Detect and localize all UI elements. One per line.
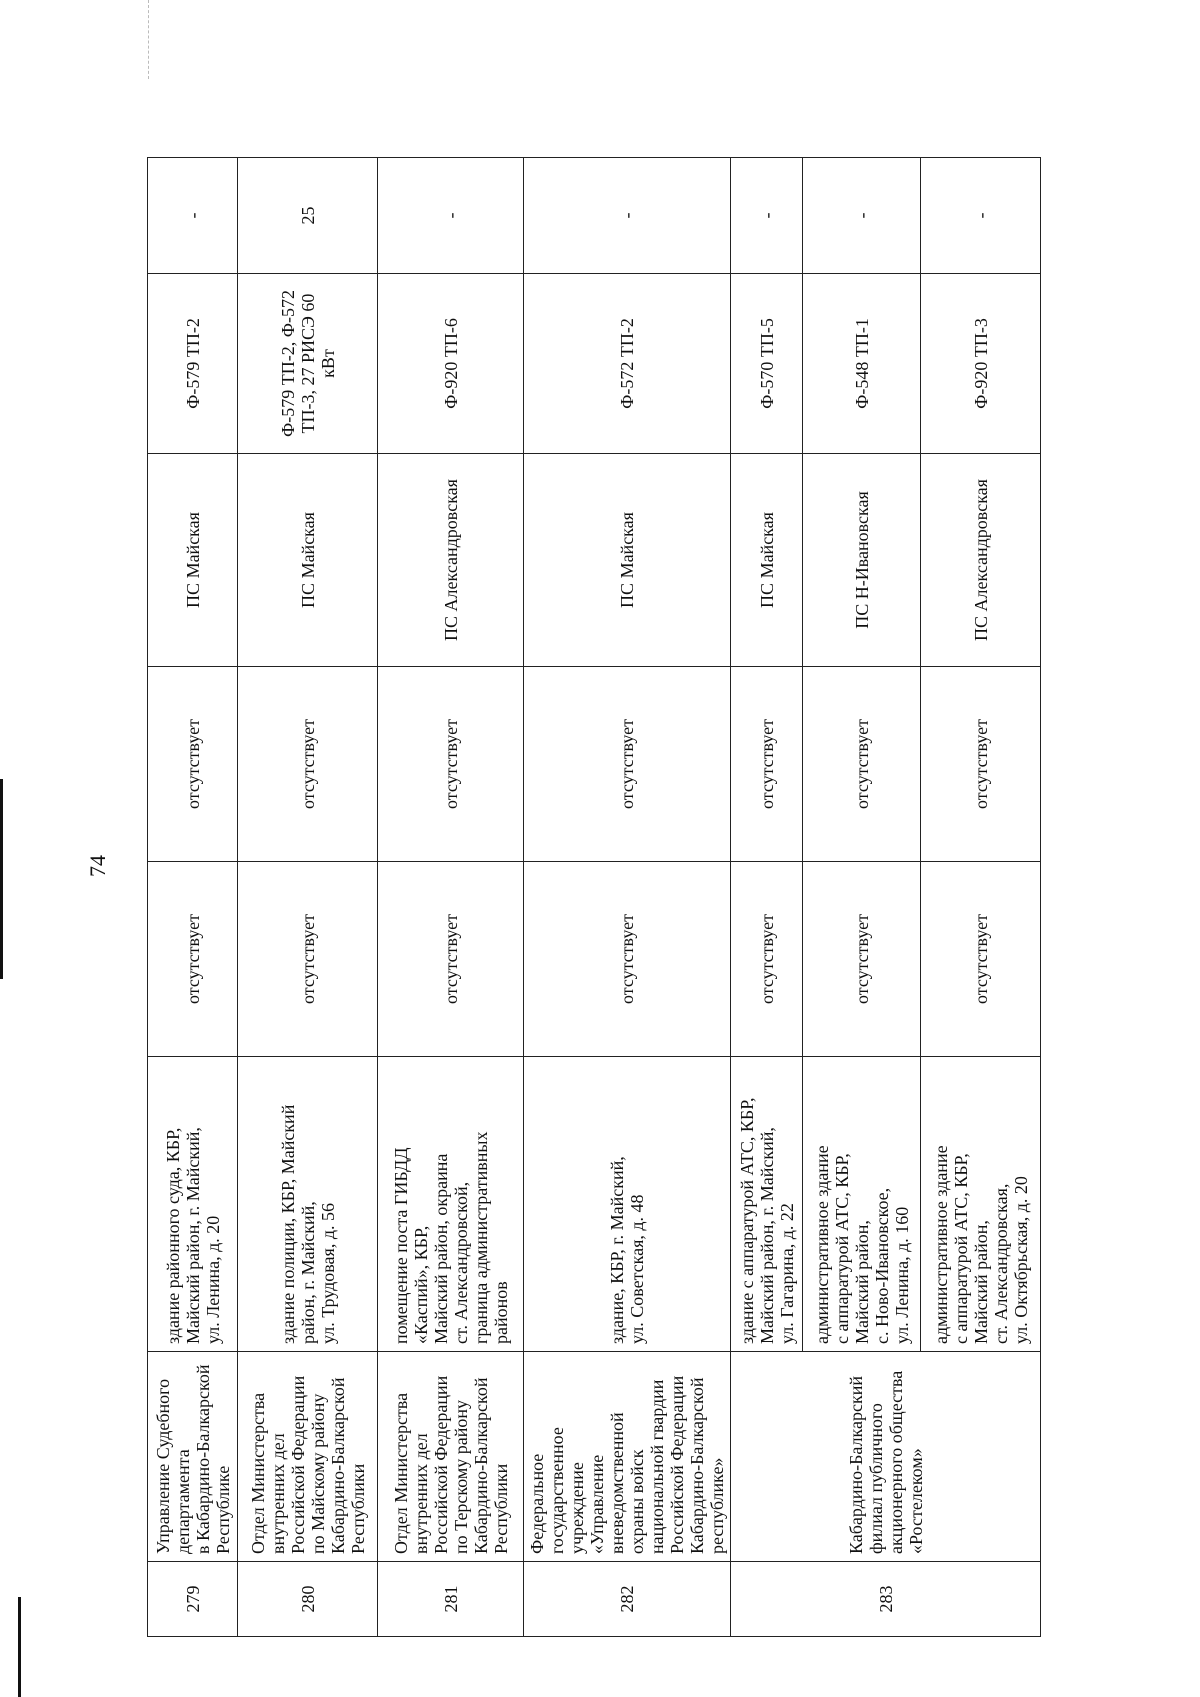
row-number: 283 [731, 1562, 1041, 1637]
table-row [238, 158, 378, 1637]
organization-cell: Кабардино-Балкарский филиал публичного акционерного общества «Ростелеком» [731, 1352, 1041, 1562]
object-address-cell: здание полиции, КБР, Майский район, г. Майский, ул. Трудовая, д. 56 [238, 1057, 378, 1352]
row-number: 281 [378, 1562, 524, 1637]
value-cell: - [803, 158, 921, 274]
organization-cell: Федеральное государственное учреждение «Управление вневедомственной охраны войск национальной гвардии Российской Федерации Кабардино-Балкарской республике» [524, 1352, 731, 1562]
organization-cell: Управление Судебного департамента в Кабардино-Балкарской Республике [148, 1352, 238, 1562]
table-row [148, 158, 238, 1637]
status-cell: отсутствует [238, 862, 378, 1057]
object-address-cell: административное здание с аппаратурой АТС, КБР, Майский район, ст. Александровская, ул. Октябрьская, д. 20 [921, 1057, 1041, 1352]
header-rule [0, 779, 3, 979]
table-row [524, 158, 731, 1637]
margin-mark [18, 1597, 21, 1697]
faint-rule [148, 0, 149, 79]
table-row [378, 158, 524, 1637]
status-cell: отсутствует [524, 667, 731, 862]
organization-cell: Отдел Министерства внутренних дел Российской Федерации по Терскому району Кабардино-Балкарской Республики [378, 1352, 524, 1562]
status-cell: отсутствует [148, 667, 238, 862]
value-cell: - [731, 158, 803, 274]
substation-cell: ПС Майская [148, 454, 238, 667]
row-number: 280 [238, 1562, 378, 1637]
feeder-cell: Ф-579 ТП-2 [148, 274, 238, 454]
substation-cell: ПС Майская [524, 454, 731, 667]
row-number: 282 [524, 1562, 731, 1637]
feeder-cell: Ф-572 ТП-2 [524, 274, 731, 454]
object-address-cell: здание районного суда, КБР, Майский район, г. Майский, ул. Ленина, д. 20 [148, 1057, 238, 1352]
value-cell: - [921, 158, 1041, 274]
substation-cell: ПС Майская [731, 454, 803, 667]
status-cell: отсутствует [238, 667, 378, 862]
row-number: 279 [148, 1562, 238, 1637]
substation-cell: ПС Александровская [921, 454, 1041, 667]
substation-cell: ПС Н-Ивановская [803, 454, 921, 667]
value-cell: - [148, 158, 238, 274]
feeder-cell: Ф-920 ТП-3 [921, 274, 1041, 454]
status-cell: отсутствует [803, 667, 921, 862]
status-cell: отсутствует [921, 667, 1041, 862]
status-cell: отсутствует [921, 862, 1041, 1057]
feeder-cell: Ф-548 ТП-1 [803, 274, 921, 454]
object-address-cell: здание, КБР, г. Майский, ул. Советская, д. 48 [524, 1057, 731, 1352]
page-number: 74 [85, 855, 110, 877]
value-cell: - [378, 158, 524, 274]
status-cell: отсутствует [731, 667, 803, 862]
organization-cell: Отдел Министерства внутренних дел Российской Федерации по Майскому району Кабардино-Балкарской Республики [238, 1352, 378, 1562]
status-cell: отсутствует [524, 862, 731, 1057]
object-address-cell: административное здание с аппаратурой АТС, КБР, Майский район, с. Ново-Ивановское, ул. Ленина, д. 160 [803, 1057, 921, 1352]
feeder-cell: Ф-579 ТП-2, Ф-572 ТП-3, 27 РИСЭ 60 кВт [238, 274, 378, 454]
status-cell: отсутствует [148, 862, 238, 1057]
status-cell: отсутствует [378, 667, 524, 862]
object-address-cell: здание с аппаратурой АТС, КБР, Майский район, г. Майский, ул. Гагарина, д. 22 [731, 1057, 803, 1352]
registry-table [147, 157, 1041, 1637]
value-cell: - [524, 158, 731, 274]
table-row [731, 158, 803, 1637]
status-cell: отсутствует [803, 862, 921, 1057]
value-cell: 25 [238, 158, 378, 274]
object-address-cell: помещение поста ГИБДД «Каспий», КБР, Майский район, окраина ст. Александровской, граница административных районов [378, 1057, 524, 1352]
feeder-cell: Ф-920 ТП-6 [378, 274, 524, 454]
substation-cell: ПС Александровская [378, 454, 524, 667]
status-cell: отсутствует [731, 862, 803, 1057]
status-cell: отсутствует [378, 862, 524, 1057]
substation-cell: ПС Майская [238, 454, 378, 667]
feeder-cell: Ф-570 ТП-5 [731, 274, 803, 454]
